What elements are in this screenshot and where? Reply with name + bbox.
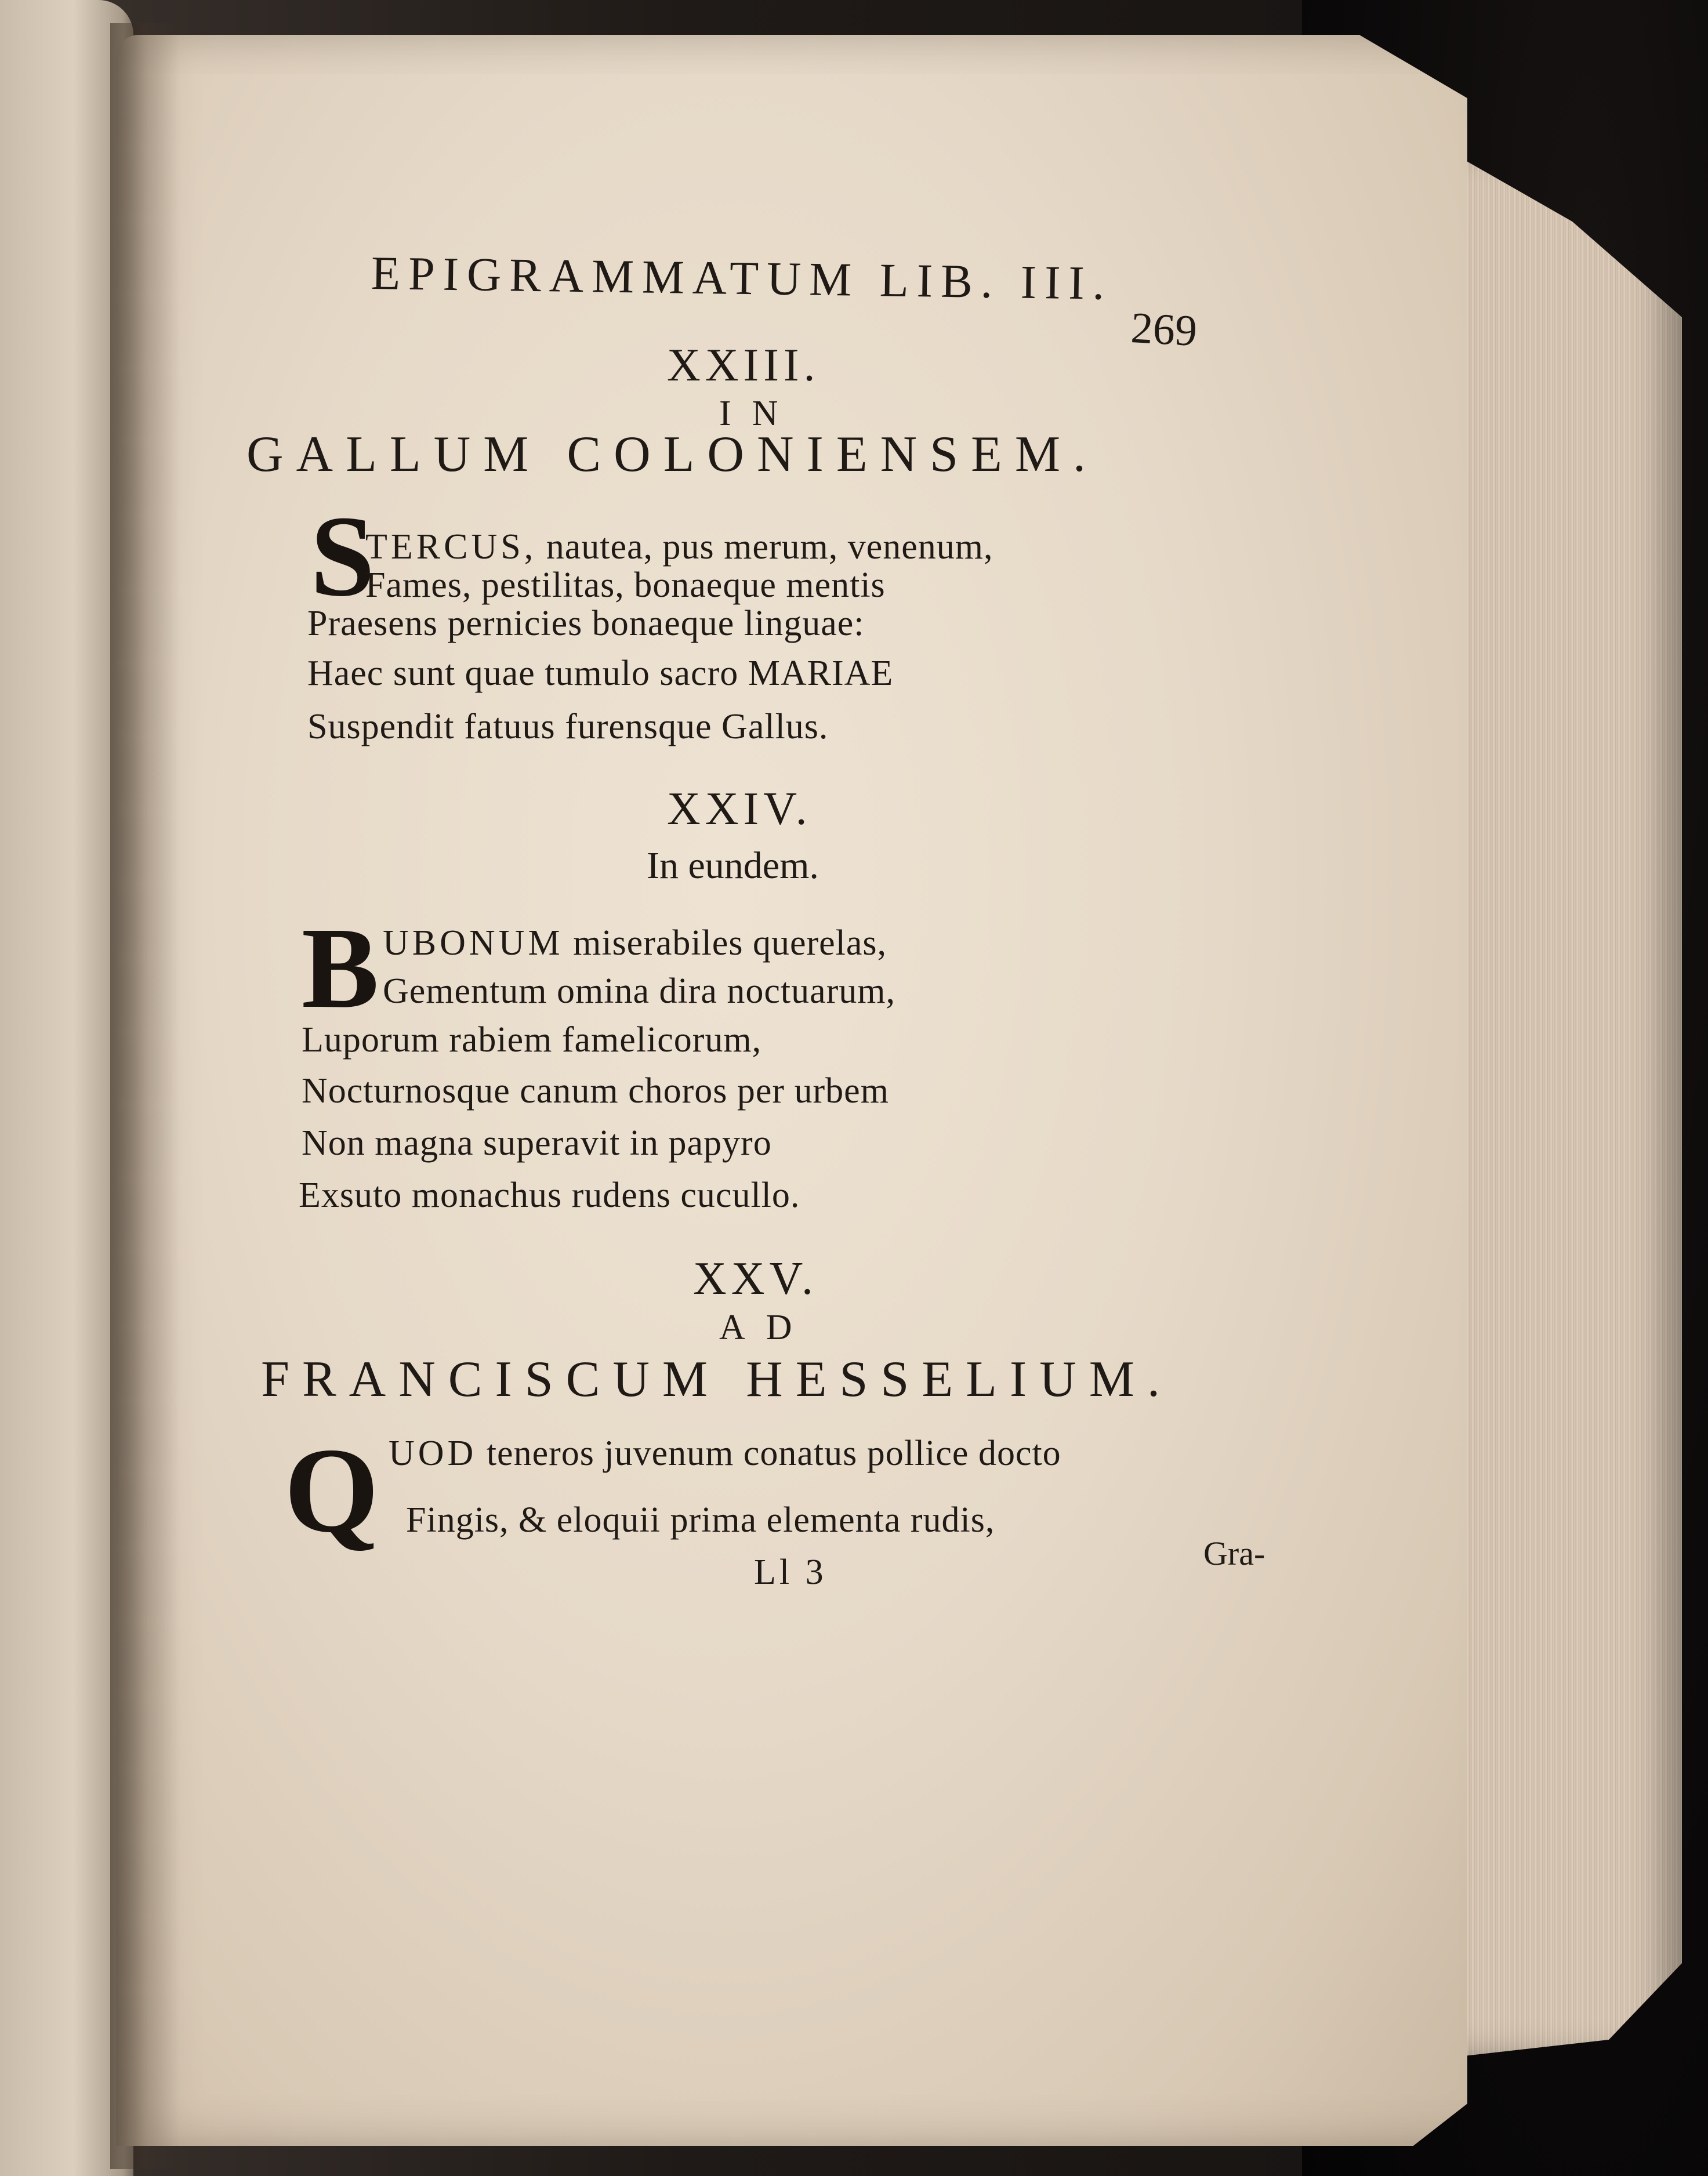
drop-capital: B (302, 904, 379, 1032)
verse-line: Praesens pernicies bonaeque linguae: (307, 604, 865, 643)
verse-line (365, 529, 993, 565)
signature-mark: Ll 3 (754, 1553, 827, 1592)
poem-title-prefix: IN (719, 394, 799, 433)
drop-capital: S (310, 492, 375, 621)
page-number: 269 (1129, 303, 1199, 356)
verse-line: Suspendit fatuus furensque Gallus. (307, 707, 829, 746)
verse-line (389, 1435, 1061, 1471)
verse-line: Fingis, & eloquii prima elementa rudis, (406, 1500, 995, 1540)
page-fore-edges (1438, 145, 1682, 2059)
poem-title: In eundem. (647, 844, 819, 887)
verse-line: Fames, pestilitas, bonaeque mentis (365, 565, 886, 605)
drop-capital: Q (284, 1423, 379, 1558)
poem-numeral: XXIV. (667, 784, 812, 835)
first-word: TERCUS, (365, 527, 537, 567)
poem-title-prefix: AD (719, 1308, 813, 1347)
catchword: Gra- (1203, 1535, 1265, 1572)
poem-numeral: XXIII. (667, 340, 820, 391)
poem-title: GALLUM COLONIENSEM. (246, 426, 1099, 483)
poem-title: FRANCISCUM HESSELIUM. (261, 1351, 1173, 1408)
verse-text: nautea, pus merum, venenum, (546, 527, 993, 567)
poem-numeral: XXV. (693, 1253, 818, 1304)
verse-line: Haec sunt quae tumulo sacro MARIAE (307, 654, 894, 693)
verse-text: teneros juvenum conatus pollice docto (486, 1434, 1061, 1473)
verse-line: Non magna superavit in papyro (302, 1123, 772, 1163)
verse-line: Luporum rabiem famelicorum, (302, 1020, 762, 1060)
verse-line (383, 925, 887, 961)
verse-line: Exsuto monachus rudens cucullo. (299, 1176, 800, 1215)
verse-text: miserabiles querelas, (573, 923, 887, 963)
verse-line: Nocturnosque canum choros per urbem (302, 1071, 889, 1111)
gutter-shadow (110, 23, 180, 2169)
verse-line: Gementum omina dira noctuarum, (383, 971, 895, 1011)
first-word: UOD (389, 1434, 477, 1473)
running-head: EPIGRAMMATUM LIB. III. (371, 246, 1113, 310)
first-word: UBONUM (383, 923, 564, 963)
